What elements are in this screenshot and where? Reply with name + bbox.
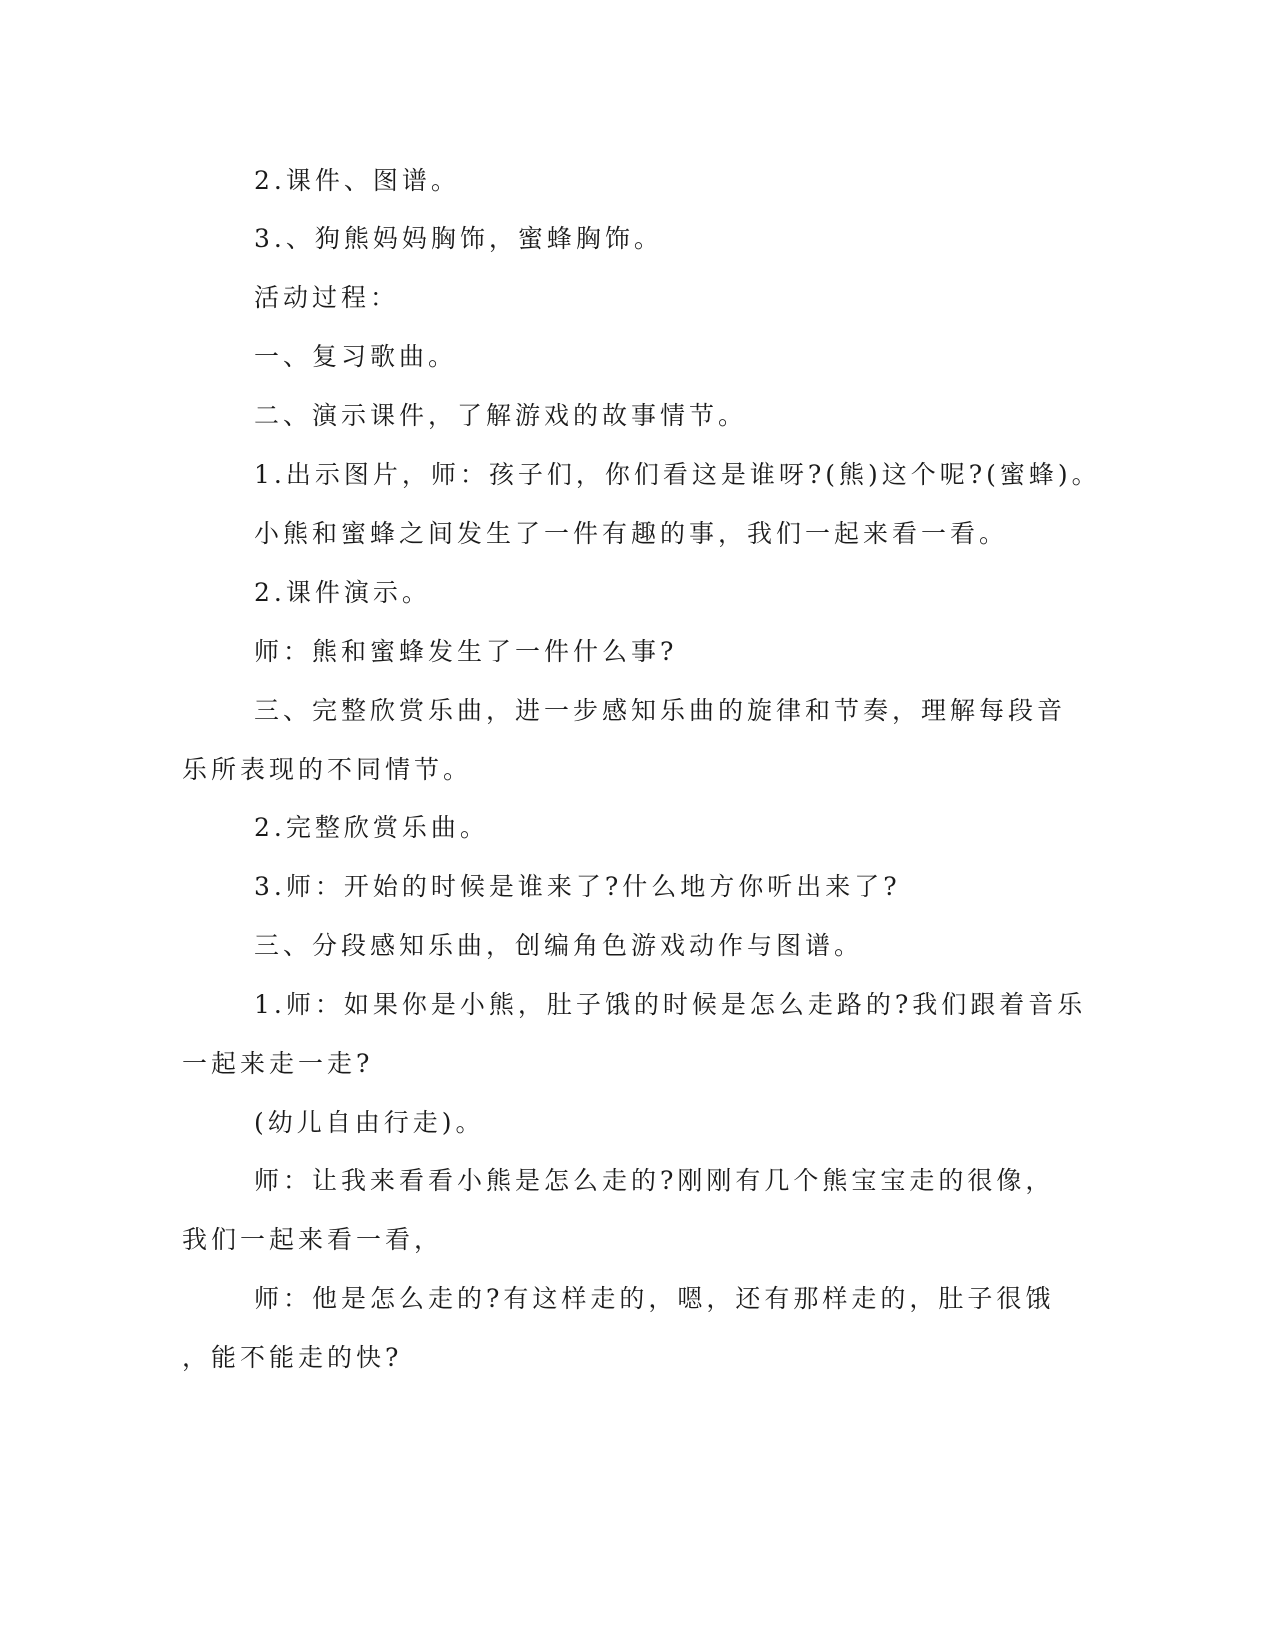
- paragraph-line: 2.课件演示。: [254, 578, 431, 607]
- section-heading: 三、完整欣赏乐曲，进一步感知乐曲的旋律和节奏，理解每段音: [254, 696, 1067, 725]
- paragraph-line: 我们一起来看一看，: [182, 1225, 444, 1254]
- paragraph-line: 2.课件、图谱。: [254, 166, 460, 195]
- paragraph-line: 乐所表现的不同情节。: [182, 755, 473, 784]
- paragraph-line: ，能不能走的快?: [182, 1343, 403, 1372]
- paragraph-line: 3.、狗熊妈妈胸饰，蜜蜂胸饰。: [254, 224, 663, 253]
- paragraph-line: (幼儿自由行走)。: [254, 1108, 485, 1137]
- section-heading: 一、复习歌曲。: [254, 342, 458, 371]
- paragraph-line: 2.完整欣赏乐曲。: [254, 813, 489, 842]
- paragraph-line: 3.师：开始的时候是谁来了?什么地方你听出来了?: [254, 872, 901, 901]
- section-heading: 二、演示课件，了解游戏的故事情节。: [254, 401, 748, 430]
- paragraph-line: 小熊和蜜蜂之间发生了一件有趣的事，我们一起来看一看。: [254, 519, 1009, 548]
- paragraph-line: 1.师：如果你是小熊，肚子饿的时候是怎么走路的?我们跟着音乐: [254, 990, 1087, 1019]
- paragraph-line: 一起来走一走?: [182, 1049, 374, 1078]
- paragraph-line: 师：让我来看看小熊是怎么走的?刚刚有几个熊宝宝走的很像，: [254, 1166, 1055, 1195]
- section-heading: 三、分段感知乐曲，创编角色游戏动作与图谱。: [254, 931, 864, 960]
- paragraph-line: 师：他是怎么走的?有这样走的，嗯，还有那样走的，肚子很饿: [254, 1284, 1055, 1313]
- section-heading: 活动过程：: [254, 283, 400, 312]
- paragraph-line: 师：熊和蜜蜂发生了一件什么事?: [254, 637, 678, 666]
- paragraph-line: 1.出示图片，师：孩子们，你们看这是谁呀?(熊)这个呢?(蜜蜂)。: [254, 460, 1101, 489]
